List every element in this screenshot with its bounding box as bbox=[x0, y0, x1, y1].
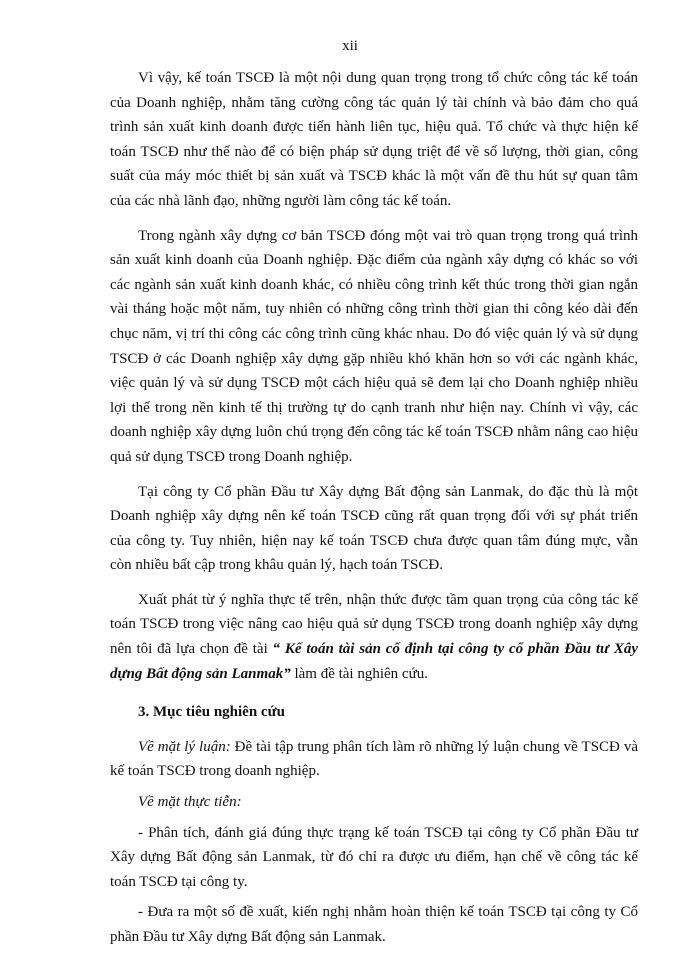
paragraph-lanmak-company: Tại công ty Cổ phần Đầu tư Xây dựng Bất động sản Lanmak, do đặc thù là một Doanh nghiệp xây dựng nên kế toán TSCĐ cũng rất quan trọng đối với sự phát triển của công ty. Tuy nhiên, hiện nay kế toán TSCĐ chưa được quan tâm đúng mực, vẫn còn nhiều bất cập trong khâu quản lý, hạch toán TSCĐ. bbox=[110, 483, 638, 574]
paragraph-accounting-importance: Vì vậy, kế toán TSCĐ là một nội dung quan trọng trong tổ chức công tác kế toán của Doanh nghiệp, nhằm tăng cường công tác quản lý tài chính và bảo đảm cho quá trình sản xuất kinh doanh được tiến hành liên tục, hiệu quả. Tổ chức và thực hiện kế toán TSCĐ như thế nào để có biện pháp sử dụng triệt để về số lượng, thời gian, công suất của máy móc thiết bị sản xuất và TSCĐ khác là một vấn đề thu hút sự quan tâm của các nhà lãnh đạo, những người làm công tác kế toán. bbox=[110, 70, 638, 209]
section-heading-research-objectives: 3. Mục tiêu nghiên cứu bbox=[138, 704, 285, 721]
bullet-item: - Phân tích, đánh giá đúng thực trạng kế toán TSCĐ tại công ty Cổ phần Đầu tư Xây dựng Bất động sản Lanmak, từ đó chỉ ra được ưu điểm, hạn chế về công tác kế toán TSCĐ tại công ty. bbox=[110, 824, 638, 890]
thesis-title: “ Kế toán tài sản cố định tại công ty cổ phần Đầu tư Xây dựng Bất động sản Lanmak” bbox=[110, 641, 638, 682]
bullet-item: - Đưa ra một số đề xuất, kiến nghị nhằm hoàn thiện kế toán TSCĐ tại công ty Cổ phần Đầu tư Xây dựng Bất động sản Lanmak. bbox=[110, 904, 638, 945]
practice-label: Về mặt thực tiễn: bbox=[138, 794, 242, 811]
document-body bbox=[110, 66, 638, 956]
topic-outro-text: làm đề tài nghiên cứu. bbox=[290, 665, 428, 682]
topic-intro-text: Xuất phát từ ý nghĩa thực tế trên, nhận thức được tầm quan trọng của công tác kế toán TSCĐ trong việc nâng cao hiệu quả sử dụng TSCĐ trong doanh nghiệp xây dựng nên tôi đã lựa chọn đề tài bbox=[110, 591, 638, 658]
paragraph-construction-industry: Trong ngành xây dựng cơ bản TSCĐ đóng một vai trò quan trọng trong quá trình sản xuất kinh doanh của Doanh nghiệp. Đặc điểm của ngành xây dựng có khác so với các ngành sản xuất kinh doanh khác, có nhiều công trình kết thúc trong thời gian ngắn vài tháng hoặc một năm, tuy nhiên có những công trình thời gian thi công kéo dài đến chục năm, vị trí thi công các công trình cũng khác nhau. Do đó việc quản lý và sử dụng TSCĐ ở các Doanh nghiệp xây dựng gặp nhiều khó khăn hơn so với các ngành khác, việc quản lý và sử dụng TSCĐ một cách hiệu quả sẽ đem lại cho Doanh nghiệp nhiều lợi thế trong nền kinh tế thị trường tự do cạnh tranh như hiện nay. Chính vì vậy, các doanh nghiệp xây dựng luôn chú trọng đến công tác kế toán TSCĐ nhằm nâng cao hiệu quả sử dụng TSCĐ trong Doanh nghiệp. bbox=[110, 227, 638, 465]
theory-label: Về mặt lý luận: bbox=[138, 738, 231, 755]
theory-text: Đề tài tập trung phân tích làm rõ những lý luận chung về TSCĐ và kế toán TSCĐ trong doanh nghiệp. bbox=[110, 738, 638, 780]
page-number: xii bbox=[342, 38, 358, 54]
paragraph-theory bbox=[110, 735, 638, 784]
paragraph-topic-selection bbox=[110, 588, 638, 686]
